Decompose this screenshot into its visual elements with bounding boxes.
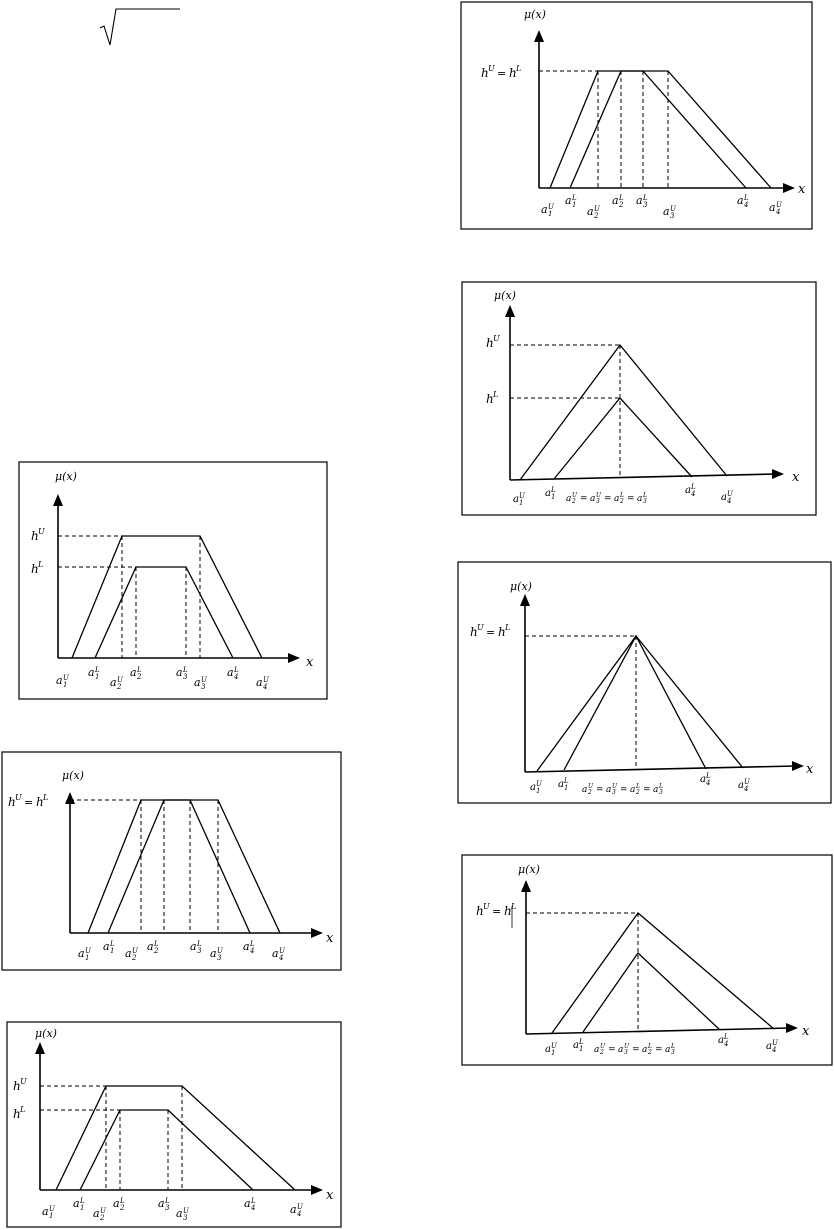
- tick-label: [565, 194, 577, 209]
- svg-text:h: h: [481, 66, 489, 80]
- svg-text:a: a: [244, 1197, 251, 1210]
- svg-text:L: L: [516, 64, 522, 73]
- svg-text:1: 1: [572, 201, 577, 209]
- tick-label: [113, 1197, 125, 1212]
- svg-text:a: a: [642, 1045, 648, 1055]
- svg-text:4: 4: [727, 497, 732, 505]
- svg-text:3: 3: [183, 1214, 188, 1222]
- mu-label: μ(x): [55, 470, 77, 483]
- svg-text:2: 2: [648, 1049, 652, 1056]
- svg-text:h: h: [486, 392, 494, 406]
- svg-text:2: 2: [619, 201, 624, 209]
- svg-text:U: U: [85, 947, 91, 955]
- svg-text:L: L: [724, 1033, 729, 1041]
- svg-text:L: L: [572, 194, 577, 202]
- svg-text:a: a: [665, 1045, 671, 1055]
- svg-text:a: a: [700, 774, 706, 785]
- x-axis-label: x: [326, 931, 334, 946]
- panel-2: [2, 752, 341, 970]
- svg-text:U: U: [488, 64, 495, 73]
- svg-text:L: L: [251, 1197, 256, 1205]
- mu-label: μ(x): [494, 289, 516, 302]
- svg-text:U: U: [49, 1205, 55, 1213]
- svg-text:4: 4: [724, 1040, 729, 1048]
- svg-text:h: h: [470, 625, 478, 639]
- svg-text:a: a: [573, 1040, 579, 1051]
- svg-text:3: 3: [643, 498, 647, 505]
- svg-text:L: L: [165, 1197, 170, 1205]
- x-axis-label: x: [326, 1188, 334, 1203]
- svg-text:L: L: [691, 483, 696, 491]
- svg-text:U: U: [744, 778, 750, 786]
- svg-text:L: L: [493, 390, 499, 399]
- svg-text:a: a: [103, 940, 110, 953]
- svg-text:3: 3: [612, 789, 616, 796]
- svg-text:U: U: [600, 1043, 606, 1050]
- tick-label: [147, 940, 159, 955]
- svg-text:3: 3: [643, 201, 648, 209]
- tick-label: [130, 666, 142, 681]
- svg-text:U: U: [572, 492, 578, 499]
- tick-label: [176, 666, 188, 681]
- svg-text:U: U: [38, 527, 45, 536]
- svg-text:1: 1: [536, 787, 541, 795]
- svg-text:2: 2: [137, 673, 142, 681]
- tick-label: [103, 940, 115, 955]
- svg-text:2: 2: [588, 789, 592, 796]
- tick-label: [158, 1197, 170, 1212]
- svg-text:a: a: [558, 779, 564, 790]
- svg-text:2: 2: [636, 789, 640, 796]
- svg-text:L: L: [197, 940, 202, 948]
- svg-text:U: U: [727, 490, 733, 498]
- svg-text:U: U: [201, 676, 207, 684]
- x-axis-label: x: [306, 655, 314, 670]
- svg-text:a: a: [587, 205, 594, 218]
- x-axis-label: x: [802, 1024, 810, 1039]
- svg-text:U: U: [493, 334, 500, 343]
- svg-text:2: 2: [594, 212, 599, 220]
- svg-text:a: a: [545, 488, 551, 499]
- svg-text:U: U: [20, 1077, 27, 1086]
- svg-text:L: L: [671, 1043, 675, 1050]
- tick-label: [737, 194, 749, 209]
- svg-text:U: U: [100, 1207, 106, 1215]
- svg-text:4: 4: [234, 673, 239, 681]
- tick-label: [88, 666, 100, 681]
- svg-text:a: a: [125, 947, 132, 960]
- svg-text:a: a: [176, 1207, 183, 1220]
- svg-text:a: a: [210, 947, 217, 960]
- svg-text:=: =: [604, 494, 612, 504]
- radical-sign: [100, 9, 180, 45]
- svg-text:a: a: [290, 1203, 297, 1216]
- mu-label: μ(x): [518, 863, 540, 876]
- svg-text:a: a: [637, 494, 643, 504]
- svg-text:a: a: [243, 940, 250, 953]
- tick-label: [190, 940, 202, 955]
- tick-label: [558, 777, 569, 792]
- svg-text:L: L: [183, 666, 188, 674]
- svg-text:2: 2: [572, 498, 576, 505]
- svg-text:2: 2: [154, 947, 159, 955]
- tick-label: [244, 1197, 256, 1212]
- svg-text:L: L: [43, 793, 49, 802]
- tick-label: [73, 1197, 85, 1212]
- mu-label: μ(x): [524, 8, 546, 21]
- mu-label: μ(x): [510, 580, 532, 593]
- svg-text:3: 3: [197, 947, 202, 955]
- y-label-hU-eq-hL: [8, 793, 48, 809]
- svg-text:U: U: [183, 1207, 189, 1215]
- svg-text:a: a: [582, 785, 588, 795]
- svg-text:L: L: [505, 623, 511, 632]
- svg-text:a: a: [606, 785, 612, 795]
- svg-text:U: U: [776, 201, 782, 209]
- svg-text:a: a: [73, 1197, 80, 1210]
- svg-text:a: a: [530, 782, 536, 793]
- panel-7: [462, 855, 832, 1065]
- svg-text:L: L: [636, 783, 640, 790]
- y-label-hU-eq-hL: [470, 623, 510, 639]
- svg-text:3: 3: [201, 683, 206, 691]
- svg-text:1: 1: [548, 210, 553, 218]
- svg-text:=: =: [497, 67, 507, 80]
- svg-text:a: a: [56, 674, 63, 687]
- svg-text:a: a: [612, 194, 619, 207]
- svg-text:a: a: [663, 205, 670, 218]
- svg-text:a: a: [113, 1197, 120, 1210]
- tick-label: [718, 1033, 729, 1048]
- svg-text:U: U: [588, 783, 594, 790]
- svg-text:U: U: [132, 947, 138, 955]
- svg-text:2: 2: [620, 498, 624, 505]
- svg-text:1: 1: [80, 1204, 85, 1212]
- svg-text:2: 2: [100, 1214, 105, 1222]
- svg-text:U: U: [279, 947, 285, 955]
- svg-text:h: h: [13, 1079, 21, 1093]
- x-axis-label: x: [798, 182, 806, 197]
- svg-text:L: L: [744, 194, 749, 202]
- svg-text:a: a: [256, 676, 263, 689]
- svg-text:2: 2: [132, 954, 137, 962]
- svg-text:h: h: [31, 562, 39, 576]
- svg-text:L: L: [95, 666, 100, 674]
- svg-text:4: 4: [691, 490, 696, 498]
- svg-text:h: h: [476, 904, 484, 918]
- svg-text:4: 4: [297, 1210, 302, 1218]
- svg-text:a: a: [737, 194, 744, 207]
- svg-text:a: a: [194, 676, 201, 689]
- tick-label: [227, 666, 239, 681]
- svg-text:L: L: [137, 666, 142, 674]
- svg-text:3: 3: [670, 212, 675, 220]
- svg-text:h: h: [36, 795, 44, 809]
- svg-text:U: U: [217, 947, 223, 955]
- svg-text:U: U: [612, 783, 618, 790]
- svg-text:1: 1: [110, 947, 115, 955]
- svg-text:U: U: [551, 1042, 557, 1050]
- svg-text:=: =: [655, 1045, 663, 1055]
- panel-3: [7, 1022, 341, 1227]
- svg-text:=: =: [492, 905, 502, 918]
- svg-text:1: 1: [49, 1212, 54, 1220]
- svg-text:=: =: [632, 1045, 640, 1055]
- svg-text:a: a: [565, 194, 572, 207]
- svg-text:a: a: [513, 494, 519, 505]
- svg-text:a: a: [653, 785, 659, 795]
- svg-text:L: L: [619, 194, 624, 202]
- svg-text:L: L: [234, 666, 239, 674]
- mu-label: μ(x): [62, 769, 84, 782]
- svg-text:3: 3: [217, 954, 222, 962]
- svg-text:L: L: [80, 1197, 85, 1205]
- svg-text:a: a: [78, 947, 85, 960]
- svg-text:a: a: [110, 676, 117, 689]
- svg-text:a: a: [42, 1205, 49, 1218]
- svg-text:=: =: [486, 626, 496, 639]
- svg-text:L: L: [250, 940, 255, 948]
- svg-text:a: a: [93, 1207, 100, 1220]
- svg-text:U: U: [63, 674, 69, 682]
- svg-text:=: =: [643, 785, 651, 795]
- svg-text:h: h: [486, 336, 494, 350]
- svg-text:a: a: [685, 485, 691, 496]
- svg-text:L: L: [110, 940, 115, 948]
- svg-text:U: U: [483, 902, 490, 911]
- panel-4: [461, 2, 812, 229]
- svg-text:U: U: [772, 1039, 778, 1047]
- svg-text:a: a: [766, 1041, 772, 1052]
- svg-text:a: a: [158, 1197, 165, 1210]
- tick-label: [573, 1038, 584, 1053]
- x-axis-label: x: [806, 762, 814, 777]
- svg-text:a: a: [738, 780, 744, 791]
- svg-text:a: a: [227, 666, 234, 679]
- svg-text:2: 2: [600, 1049, 604, 1056]
- svg-text:a: a: [272, 947, 279, 960]
- svg-text:2: 2: [117, 683, 122, 691]
- svg-text:a: a: [176, 666, 183, 679]
- svg-text:4: 4: [706, 779, 711, 787]
- svg-text:h: h: [509, 66, 517, 80]
- svg-text:4: 4: [776, 208, 781, 216]
- tick-label: [636, 194, 648, 209]
- svg-text:L: L: [706, 772, 711, 780]
- svg-text:4: 4: [744, 201, 749, 209]
- svg-text:=: =: [620, 785, 628, 795]
- tick-label: [685, 483, 696, 498]
- svg-text:=: =: [627, 494, 635, 504]
- svg-text:1: 1: [85, 954, 90, 962]
- svg-text:1: 1: [579, 1045, 584, 1053]
- panel-5: [462, 282, 816, 515]
- svg-text:1: 1: [551, 493, 556, 501]
- svg-text:4: 4: [250, 947, 255, 955]
- svg-text:U: U: [15, 793, 22, 802]
- tick-label: [243, 940, 255, 955]
- svg-text:1: 1: [519, 499, 524, 507]
- svg-text:a: a: [636, 194, 643, 207]
- svg-text:L: L: [648, 1043, 652, 1050]
- svg-text:U: U: [263, 676, 269, 684]
- svg-text:4: 4: [744, 785, 749, 793]
- svg-text:L: L: [154, 940, 159, 948]
- svg-text:a: a: [566, 494, 572, 504]
- svg-text:U: U: [548, 203, 554, 211]
- panel-6: [458, 562, 831, 803]
- svg-text:h: h: [8, 795, 16, 809]
- svg-text:L: L: [579, 1038, 584, 1046]
- svg-text:L: L: [643, 492, 647, 499]
- svg-text:1: 1: [95, 673, 100, 681]
- svg-text:L: L: [659, 783, 663, 790]
- svg-text:U: U: [117, 676, 123, 684]
- svg-text:h: h: [498, 625, 506, 639]
- svg-text:a: a: [614, 494, 620, 504]
- svg-text:L: L: [551, 486, 556, 494]
- svg-text:U: U: [670, 205, 676, 213]
- svg-text:U: U: [519, 492, 525, 500]
- svg-text:a: a: [718, 1035, 724, 1046]
- svg-text:a: a: [594, 1045, 600, 1055]
- svg-text:U: U: [624, 1043, 630, 1050]
- svg-text:a: a: [541, 203, 548, 216]
- svg-text:a: a: [630, 785, 636, 795]
- svg-text:a: a: [130, 666, 137, 679]
- svg-text:1: 1: [63, 681, 68, 689]
- svg-text:L: L: [643, 194, 648, 202]
- svg-text:U: U: [536, 780, 542, 788]
- svg-text:a: a: [590, 494, 596, 504]
- svg-text:L: L: [564, 777, 569, 785]
- svg-text:3: 3: [624, 1049, 628, 1056]
- svg-text:=: =: [608, 1045, 616, 1055]
- y-label-hU-eq-hL: [481, 64, 521, 80]
- svg-text:a: a: [769, 201, 776, 214]
- svg-text:4: 4: [772, 1046, 777, 1054]
- svg-text:1: 1: [551, 1049, 556, 1057]
- svg-text:L: L: [511, 902, 517, 911]
- svg-text:L: L: [120, 1197, 125, 1205]
- x-axis-label: x: [792, 470, 800, 485]
- svg-text:1: 1: [564, 784, 569, 792]
- mu-label: μ(x): [35, 1027, 57, 1040]
- svg-text:=: =: [24, 796, 34, 809]
- svg-text:=: =: [580, 494, 588, 504]
- svg-text:4: 4: [279, 954, 284, 962]
- svg-text:L: L: [620, 492, 624, 499]
- svg-text:L: L: [38, 560, 44, 569]
- svg-text:h: h: [504, 904, 512, 918]
- svg-text:3: 3: [671, 1049, 675, 1056]
- svg-text:a: a: [618, 1045, 624, 1055]
- svg-text:U: U: [297, 1203, 303, 1211]
- svg-text:a: a: [545, 1044, 551, 1055]
- svg-text:4: 4: [251, 1204, 256, 1212]
- tick-label: [545, 486, 556, 501]
- svg-text:a: a: [190, 940, 197, 953]
- svg-text:3: 3: [596, 498, 600, 505]
- tick-label: [700, 772, 711, 787]
- panel-1: [19, 462, 327, 699]
- svg-text:a: a: [147, 940, 154, 953]
- svg-text:U: U: [477, 623, 484, 632]
- svg-text:4: 4: [263, 683, 268, 691]
- svg-text:a: a: [88, 666, 95, 679]
- svg-text:h: h: [31, 529, 39, 543]
- svg-text:=: =: [596, 785, 604, 795]
- tick-label: [612, 194, 624, 209]
- svg-text:3: 3: [183, 673, 188, 681]
- svg-text:3: 3: [659, 789, 663, 796]
- svg-text:U: U: [596, 492, 602, 499]
- svg-text:2: 2: [120, 1204, 125, 1212]
- svg-text:h: h: [13, 1107, 21, 1121]
- svg-text:3: 3: [165, 1204, 170, 1212]
- svg-text:a: a: [721, 492, 727, 503]
- svg-text:L: L: [20, 1105, 26, 1114]
- svg-text:U: U: [594, 205, 600, 213]
